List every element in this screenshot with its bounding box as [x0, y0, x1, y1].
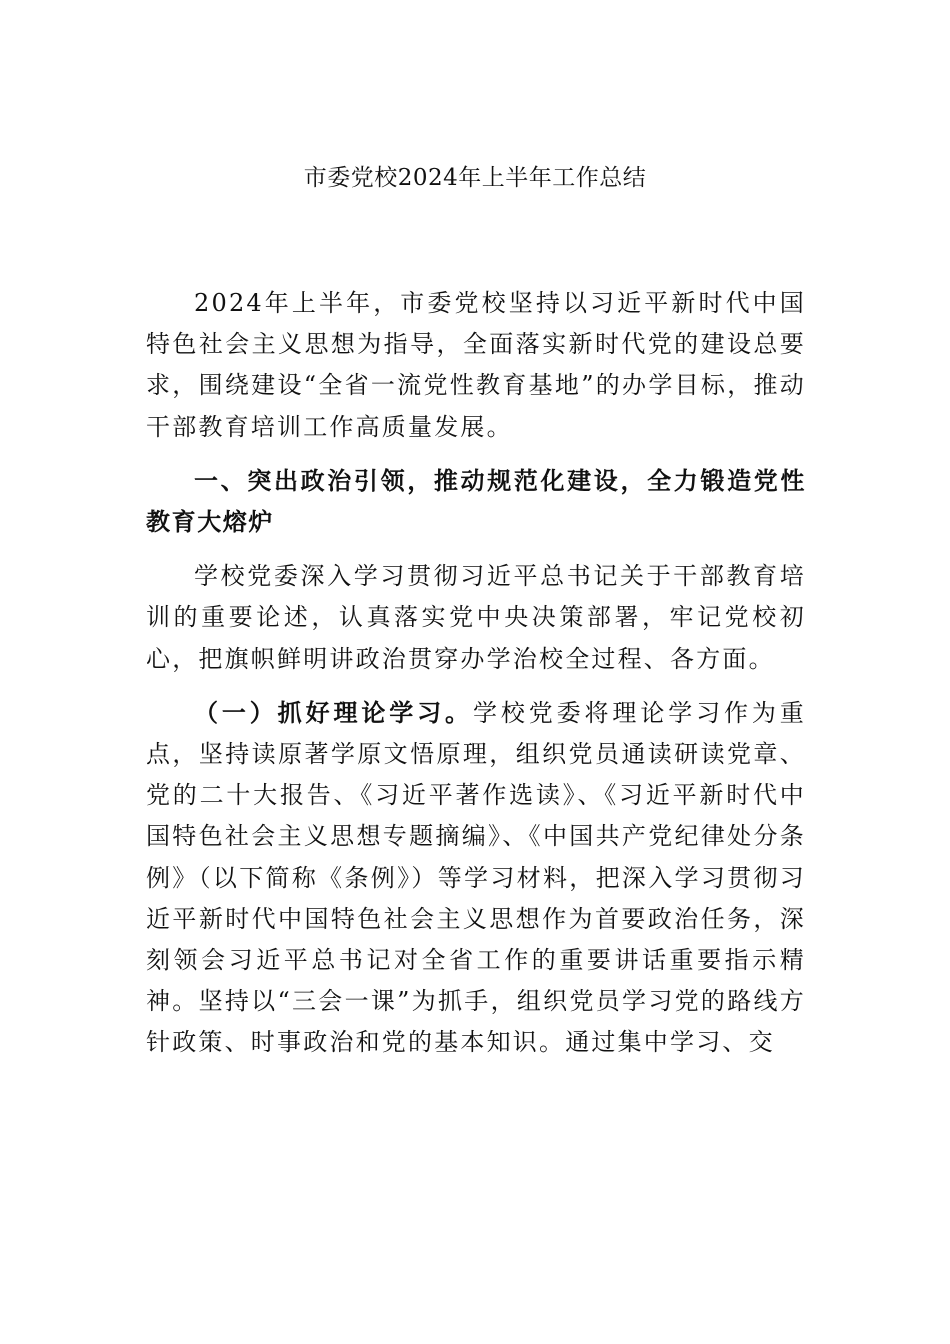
- document-title: 市委党校2024年上半年工作总结: [303, 165, 647, 191]
- item-body: 学校党委将理论学习作为重点，坚持读原著学原文悟原理，组织党员通读研读党章、党的二十大报告、《习近平著作选读》、《习近平新时代中国特色社会主义思想专题摘编》、《中国共产党纪律处分条例》（以下简称《条例》）等学习材料，把深入学习贯彻习近平新时代中国特色社会主义思想作为首要政治任务，深刻领会习近平总书记对全省工作的重要讲话重要指示精神。坚持以“三会一课”为抓手，组织党员学习党的路线方针政策、时事政治和党的基本知识。通过集中学习、交: [146, 698, 806, 1057]
- document-body: [146, 283, 806, 1064]
- item-lead: （一）抓好理论学习。: [194, 698, 473, 727]
- section-paragraph: 学校党委深入学习贯彻习近平总书记关于干部教育培训的重要论述，认真落实党中央决策部署，牢记党校初心，把旗帜鲜明讲政治贯穿办学治校全过程、各方面。: [146, 562, 806, 673]
- section-heading: 一、突出政治引领，推动规范化建设，全力锻造党性教育大熔炉: [146, 466, 806, 537]
- intro-paragraph: 2024年上半年，市委党校坚持以习近平新时代中国特色社会主义思想为指导，全面落实新时代党的建设总要求，围绕建设“全省一流党性教育基地”的办学目标，推动干部教育培训工作高质量发展。: [146, 289, 806, 441]
- item-paragraph: [146, 693, 806, 1064]
